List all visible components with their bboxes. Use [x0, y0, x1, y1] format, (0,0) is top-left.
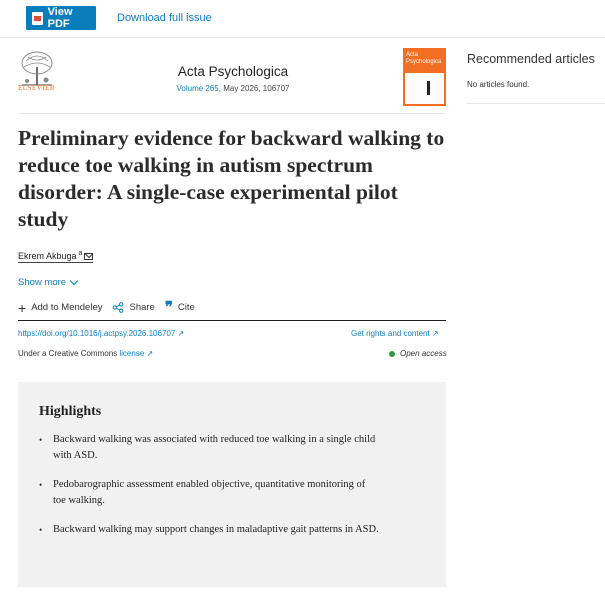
license-info [18, 349, 153, 358]
journal-issue-info [158, 84, 308, 93]
highlight-item: • Backward walking was associated with reduced toe walking in a single child with ASD. [39, 432, 379, 464]
volume-link[interactable]: Volume 265 [176, 84, 219, 93]
highlight-item: • Pedobarographic assessment enabled objective, quantitative monitoring of toe walking. [39, 477, 379, 509]
mail-icon [84, 253, 93, 260]
open-access-dot-icon [389, 351, 395, 357]
highlight-item: • Backward walking may support changes in maladaptive gait patterns in ASD. [39, 522, 379, 538]
article-actions [18, 299, 195, 316]
add-to-mendeley-button[interactable] [18, 299, 103, 316]
recommended-empty-message: No articles found. [467, 80, 530, 89]
share-icon [112, 302, 124, 313]
highlights-heading: Highlights [39, 404, 102, 419]
quote-icon: ❞ [164, 299, 173, 316]
divider [18, 320, 446, 321]
download-full-issue-link[interactable]: Download full issue [117, 12, 212, 24]
view-pdf-label: View PDF [47, 6, 73, 30]
publisher-name: ELSEVIER [18, 84, 56, 92]
plus-icon: + [18, 299, 27, 316]
cite-label: Cite [177, 302, 195, 313]
divider [467, 103, 605, 104]
top-toolbar [0, 0, 605, 38]
cover-title: Acta Psychologica [406, 52, 442, 65]
pdf-icon [32, 12, 43, 25]
author-affiliation-sup: a [78, 250, 83, 257]
show-more-button[interactable] [18, 277, 77, 288]
highlights-list [39, 432, 379, 551]
chevron-down-icon [70, 277, 78, 285]
mendeley-label: Add to Mendeley [31, 302, 103, 313]
highlights-box [18, 382, 446, 587]
open-access-badge [389, 349, 447, 358]
open-access-label: Open access [400, 349, 447, 358]
journal-cover-image[interactable] [403, 48, 446, 106]
license-prefix: Under a Creative Commons [18, 349, 120, 358]
view-pdf-button[interactable] [26, 6, 96, 30]
share-button[interactable] [112, 302, 154, 313]
journal-header [18, 46, 446, 114]
article-title: Preliminary evidence for backward walking to reduce toe walking in autism spectrum disorder: A single-case experimental pilot study [18, 126, 445, 231]
cite-button[interactable] [164, 299, 195, 316]
cover-illustration [405, 73, 444, 104]
share-label: Share [129, 302, 155, 313]
journal-title[interactable]: Acta Psychologica [177, 64, 289, 79]
issue-details: , May 2026, 106707 [218, 84, 290, 93]
author-link[interactable] [18, 250, 93, 263]
license-link[interactable]: license ↗ [119, 349, 154, 358]
author-name: Ekrem Akbuga [18, 251, 77, 261]
rights-link[interactable]: Get rights and content ↗ [351, 329, 439, 338]
doi-link[interactable]: https://doi.org/10.1016/j.actpsy.2026.106707 ↗ [18, 329, 185, 338]
recommended-articles-heading: Recommended articles [467, 52, 595, 66]
show-more-label: Show more [18, 277, 67, 288]
